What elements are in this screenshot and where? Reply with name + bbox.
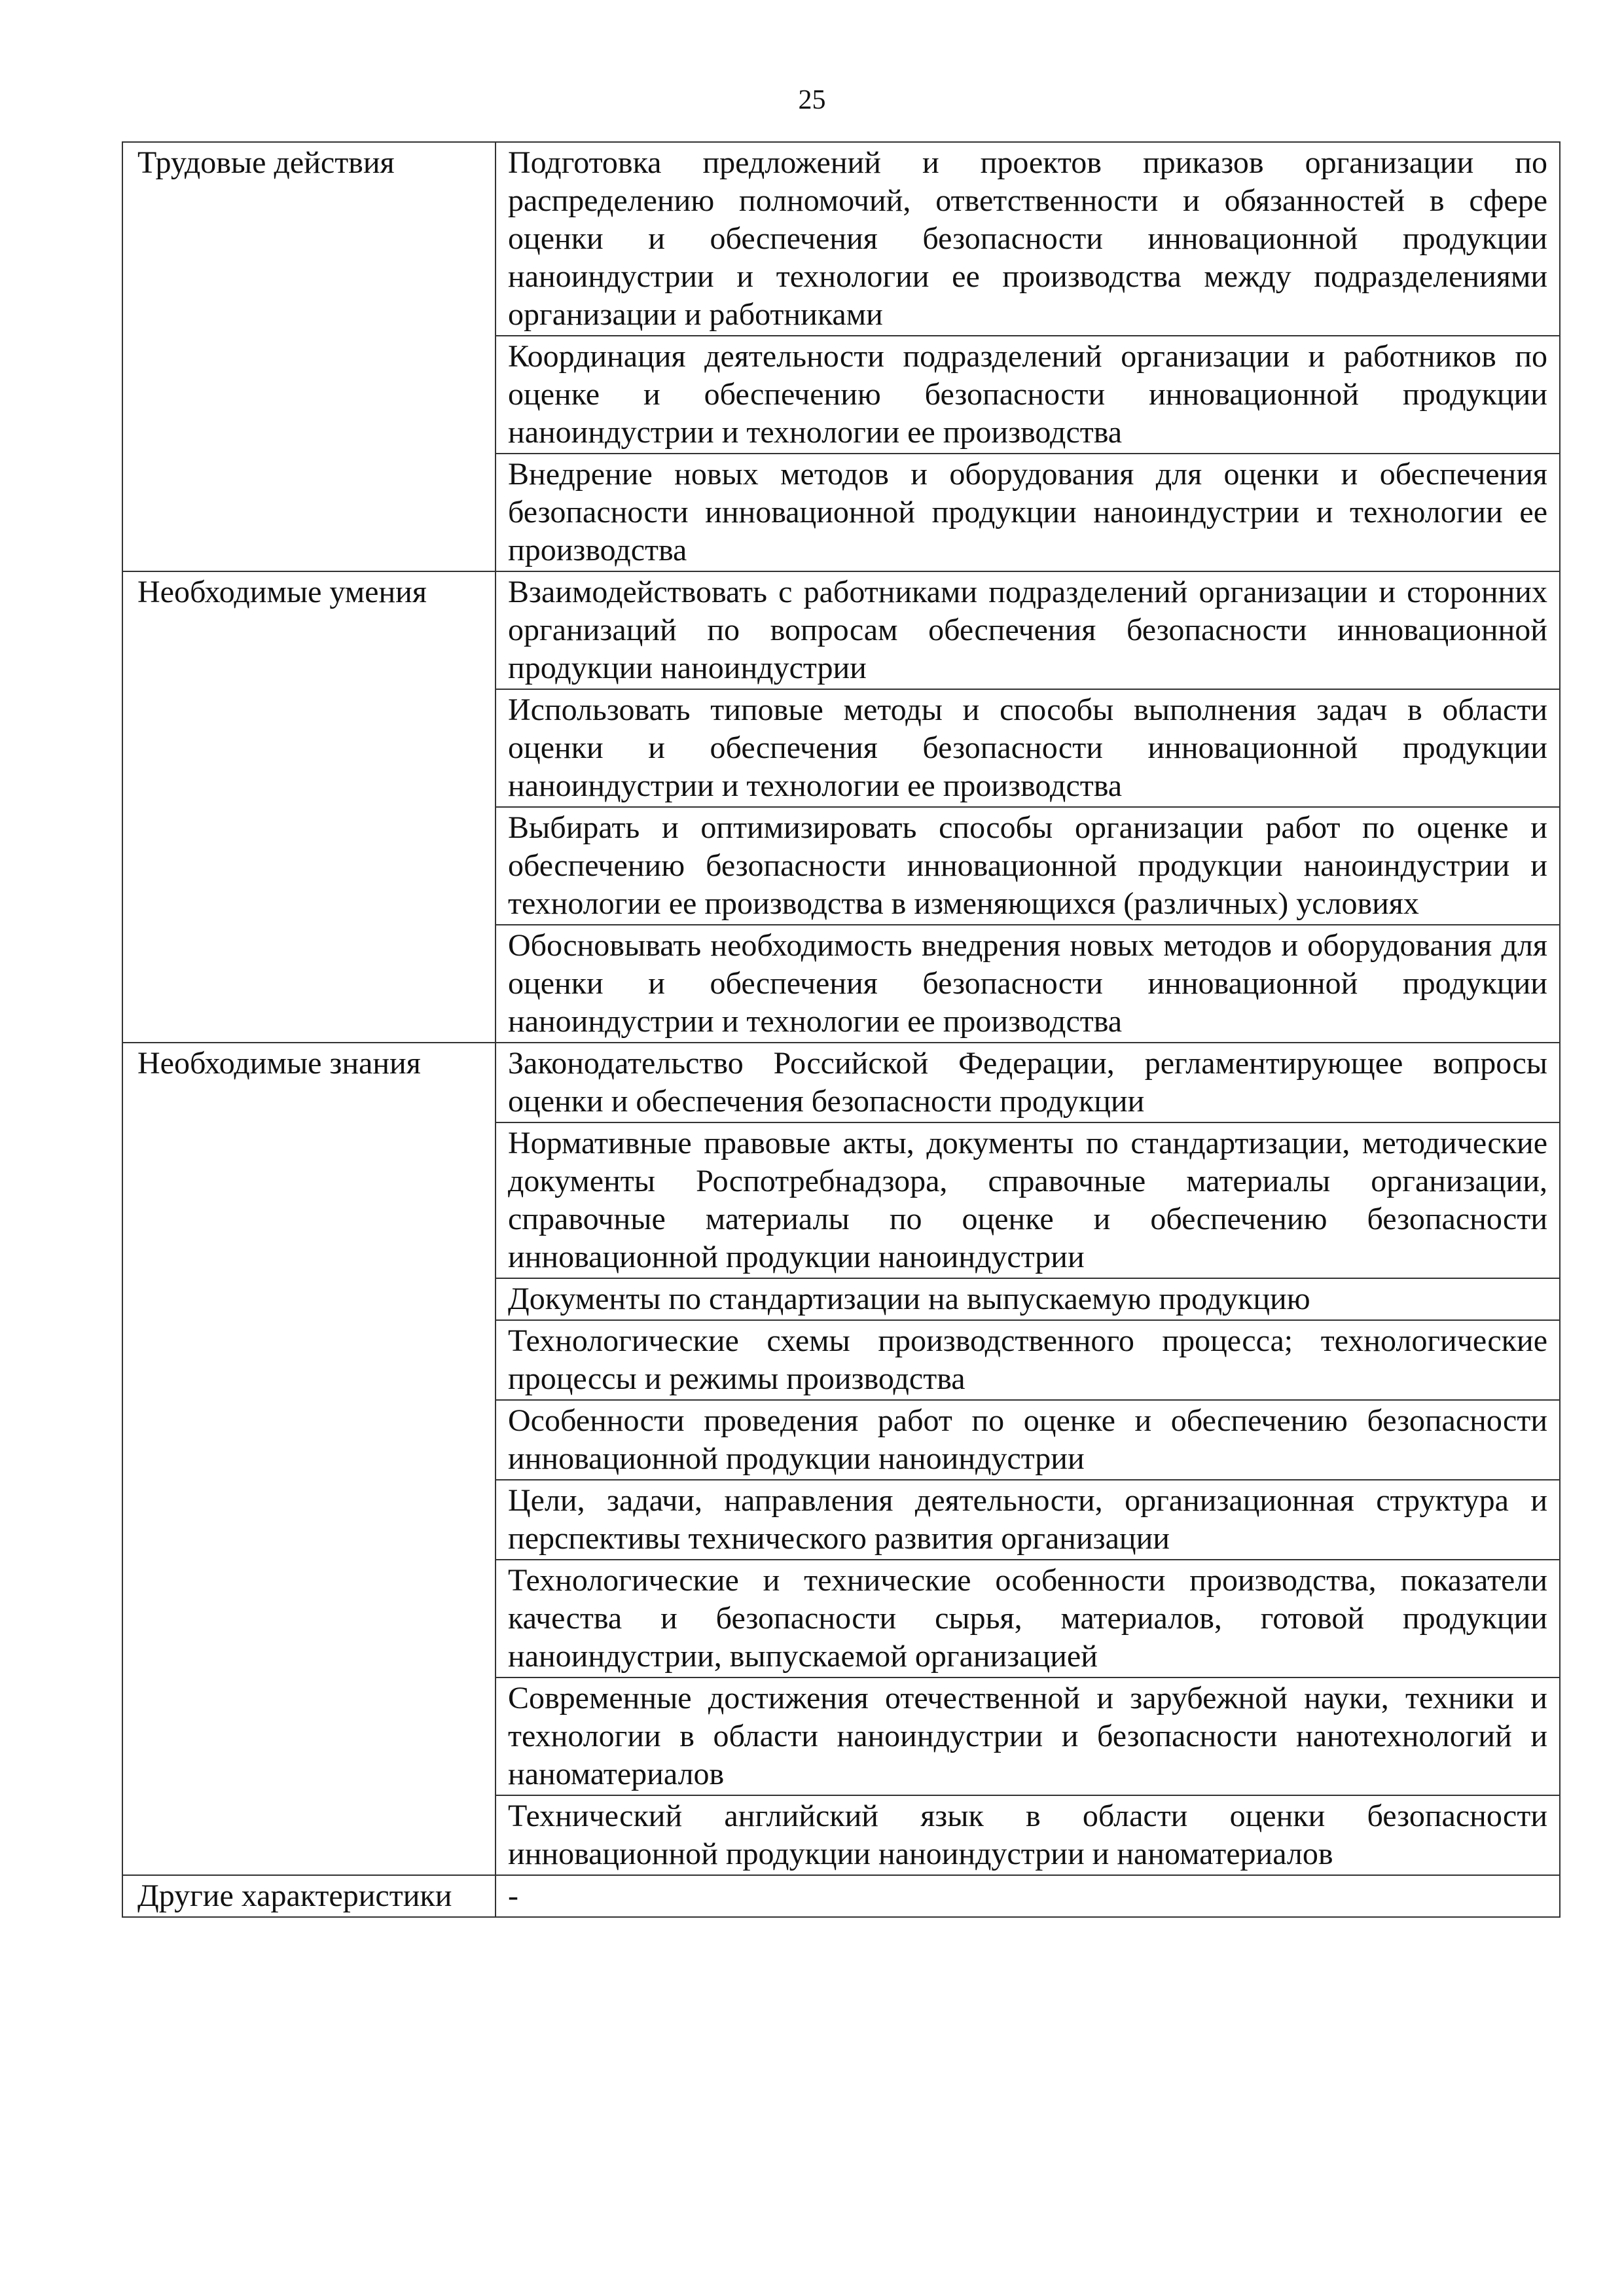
- table-cell: Использовать типовые методы и способы выполнения задач в области оценки и обеспечения безопасности инновационной продукции наноиндустрии и технологии ее производства: [496, 689, 1560, 807]
- table-row: [122, 571, 1560, 689]
- table-row: [122, 1875, 1560, 1917]
- table-cell: Подготовка предложений и проектов приказов организации по распределению полномочий, ответственности и обязанностей в сфере оценки и обеспечения безопасности инновационной продукции наноиндустрии и технологии ее производства между подразделениями организации и работниками: [496, 142, 1560, 336]
- table-row: [122, 1043, 1560, 1122]
- table-cell: Технологические схемы производственного процесса; технологические процессы и режимы производства: [496, 1320, 1560, 1400]
- page-number: 25: [798, 85, 826, 115]
- section-label-required-skills: Необходимые умения: [122, 571, 496, 1043]
- section-label-other-characteristics: Другие характеристики: [122, 1875, 496, 1917]
- table-cell: -: [496, 1875, 1560, 1917]
- table-cell: Цели, задачи, направления деятельности, организационная структура и перспективы технического развития организации: [496, 1480, 1560, 1560]
- table-cell: Взаимодействовать с работниками подразделений организации и сторонних организаций по вопросам обеспечения безопасности инновационной продукции наноиндустрии: [496, 571, 1560, 689]
- table-cell: Внедрение новых методов и оборудования для оценки и обеспечения безопасности инновационной продукции наноиндустрии и технологии ее производства: [496, 454, 1560, 571]
- table-cell: Обосновывать необходимость внедрения новых методов и оборудования для оценки и обеспечения безопасности инновационной продукции наноиндустрии и технологии ее производства: [496, 925, 1560, 1043]
- table-cell: Технический английский язык в области оценки безопасности инновационной продукции наноиндустрии и наноматериалов: [496, 1795, 1560, 1875]
- qualification-table: [122, 141, 1561, 1918]
- table-row: [122, 142, 1560, 336]
- table-cell: Нормативные правовые акты, документы по стандартизации, методические документы Роспотребнадзора, справочные материалы организации, справочные материалы по оценке и обеспечению безопасности инновационной продукции наноиндустрии: [496, 1122, 1560, 1278]
- table-cell: Особенности проведения работ по оценке и обеспечению безопасности инновационной продукции наноиндустрии: [496, 1400, 1560, 1480]
- table-cell: Законодательство Российской Федерации, регламентирующее вопросы оценки и обеспечения безопасности продукции: [496, 1043, 1560, 1122]
- section-label-required-knowledge: Необходимые знания: [122, 1043, 496, 1875]
- table-cell: Выбирать и оптимизировать способы организации работ по оценке и обеспечению безопасности инновационной продукции наноиндустрии и технологии ее производства в изменяющихся (различных) условиях: [496, 807, 1560, 925]
- table-cell: Документы по стандартизации на выпускаемую продукцию: [496, 1278, 1560, 1320]
- table-cell: Координация деятельности подразделений организации и работников по оценке и обеспечению безопасности инновационной продукции наноиндустрии и технологии ее производства: [496, 336, 1560, 454]
- section-label-labor-actions: Трудовые действия: [122, 142, 496, 571]
- table-cell: Современные достижения отечественной и зарубежной науки, техники и технологии в области наноиндустрии и безопасности нанотехнологий и наноматериалов: [496, 1677, 1560, 1795]
- table-cell: Технологические и технические особенности производства, показатели качества и безопасности сырья, материалов, готовой продукции наноиндустрии, выпускаемой организацией: [496, 1560, 1560, 1677]
